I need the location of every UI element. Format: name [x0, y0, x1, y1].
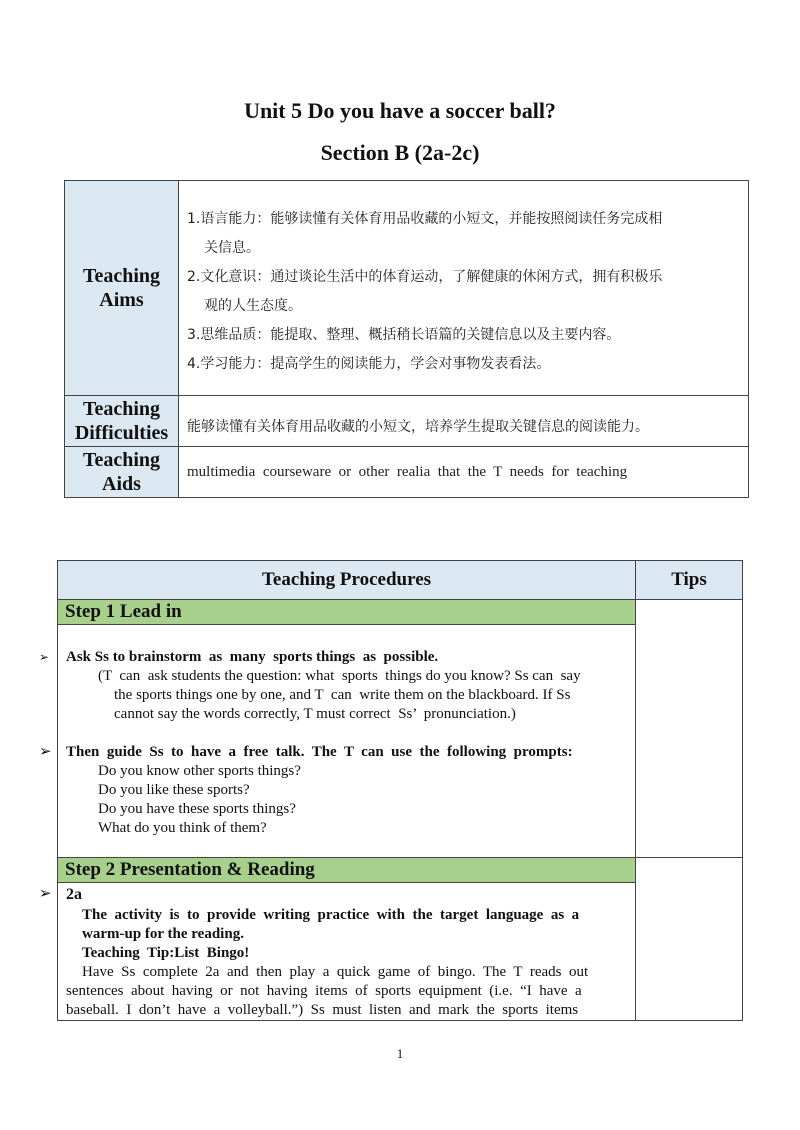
aim-item-line1: 4.学习能力：提高学生的阅读能力，学会对事物发表看法。: [187, 356, 551, 372]
aims-label-line1: Teaching: [82, 265, 161, 287]
aids-label-cell: [65, 447, 179, 498]
aim-item-line1: 3.思维品质：能提取、整理、概括稍长语篇的关键信息以及主要内容。: [187, 327, 621, 343]
page-title: Unit 5 Do you have a soccer ball?: [244, 98, 556, 123]
step1-item1-line: (T can ask students the question: what sports things do you know? Ss can say: [98, 668, 581, 684]
aids-label-line2: Aids: [102, 473, 141, 495]
step1-item1-line: cannot say the words correctly, T must correct Ss’ pronunciation.): [114, 706, 516, 722]
aim-item: [187, 263, 744, 321]
step2-body-line: sentences about having or not having items of sports equipment (i.e. “I have a: [66, 983, 582, 999]
aims-label-cell: [65, 181, 179, 396]
bullet-arrow-icon: ➢: [39, 744, 52, 760]
step1-tips-cell: [636, 600, 743, 858]
teaching-procedures-table: [39, 560, 743, 1021]
difficulties-text: 能够读懂有关体育用品收藏的小短文，培养学生提取关键信息的阅读能力。: [187, 419, 649, 435]
step2-body-line: baseball. I don’t have a volleyball.”) Ss must listen and mark the sports items: [66, 1002, 579, 1018]
step1-item2-line: Do you know other sports things?: [98, 763, 301, 779]
step1-item2-line: Do you like these sports?: [98, 782, 250, 798]
step1-item1-heading: Ask Ss to brainstorm as many sports things as possible.: [66, 649, 439, 665]
step2-body-line: Have Ss complete 2a and then play a quick game of bingo. The T reads out: [82, 964, 589, 980]
aim-item: [187, 321, 744, 350]
step2-item: [39, 883, 635, 1020]
aim-item: [187, 350, 744, 379]
difficulties-label-line1: Teaching: [82, 398, 161, 420]
step2-bold-line: warm-up for the reading.: [82, 926, 244, 942]
step1-item1-line: the sports things one by one, and T can write them on the blackboard. If Ss: [114, 687, 571, 703]
step2-title: Step 2 Presentation & Reading: [58, 858, 635, 883]
difficulties-content-cell: [179, 396, 749, 447]
tips-header: Tips: [636, 561, 743, 600]
aims-content-cell: [179, 181, 749, 396]
step1-item1: [39, 625, 635, 724]
step1-item2: [39, 724, 635, 838]
step2-bold-line: The activity is to provide writing practice with the target language as a: [82, 907, 580, 923]
aim-item-line2: 关信息。: [204, 240, 260, 256]
step2-cell: [39, 858, 636, 1021]
aim-item-line1: 2.文化意识：通过谈论生活中的体育运动，了解健康的休闲方式，拥有积极乐: [187, 269, 663, 285]
step2-item-label: 2a: [66, 886, 82, 903]
step2-tips-cell: [636, 858, 743, 1021]
page-subtitle: Section B (2a-2c): [320, 140, 480, 165]
step1-item2-heading: Then guide Ss to have a free talk. The T can use the following prompts:: [66, 744, 573, 760]
aids-label-line1: Teaching: [82, 449, 161, 471]
step1-item2-line: What do you think of them?: [98, 820, 267, 836]
aim-item-line1: 1.语言能力：能够读懂有关体育用品收藏的小短文，并能按照阅读任务完成相: [187, 211, 663, 227]
bullet-arrow-icon: ➢: [39, 650, 50, 664]
teaching-aims-table: [64, 180, 749, 498]
step1-title: Step 1 Lead in: [58, 600, 635, 625]
difficulties-label-cell: [65, 396, 179, 447]
page-number: 1: [396, 1046, 404, 1061]
step2-tip-line: Teaching Tip:List Bingo!: [82, 945, 250, 961]
aim-item-line2: 观的人生态度。: [204, 298, 302, 314]
aids-content-cell: [179, 447, 749, 498]
aim-item: [187, 205, 744, 263]
step1-item2-line: Do you have these sports things?: [98, 801, 296, 817]
aids-text: multimedia courseware or other realia that the T needs for teaching: [187, 463, 628, 480]
bullet-arrow-icon: ➢: [39, 886, 52, 902]
aims-label-line2: Aims: [99, 289, 144, 311]
difficulties-label-line2: Difficulties: [74, 422, 169, 444]
procedures-header: Teaching Procedures: [58, 561, 636, 600]
step1-cell: [39, 600, 636, 858]
